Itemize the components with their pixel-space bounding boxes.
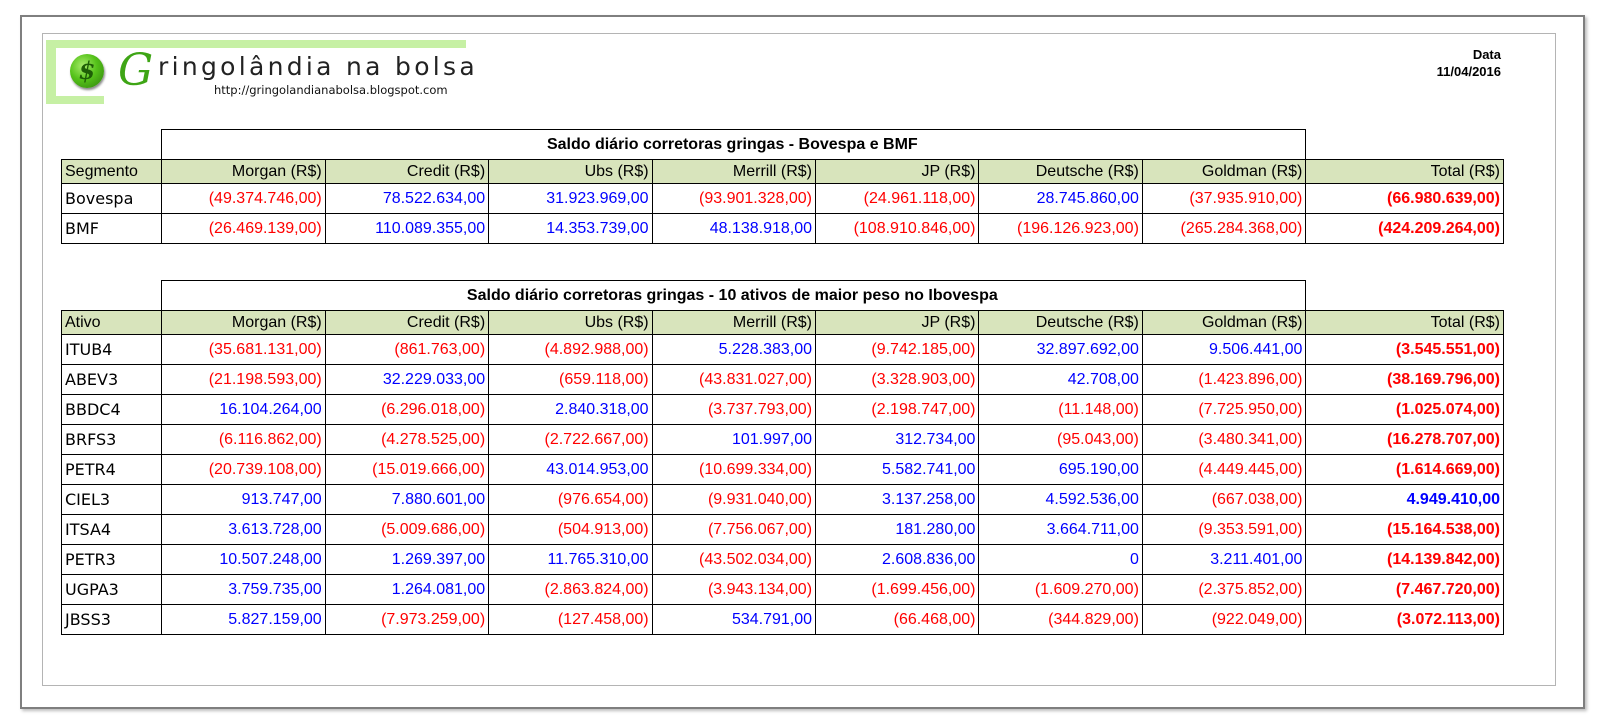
- value-cell: (1.699.456,00): [816, 575, 979, 605]
- column-header: Segmento: [62, 160, 162, 184]
- value-cell: (24.961.118,00): [816, 184, 979, 214]
- table-row: [62, 605, 1504, 635]
- total-cell: (38.169.796,00): [1306, 365, 1504, 395]
- value-cell: (20.739.108,00): [162, 455, 325, 485]
- value-cell: (344.829,00): [979, 605, 1142, 635]
- value-cell: (3.328.903,00): [816, 365, 979, 395]
- value-cell: (6.116.862,00): [162, 425, 325, 455]
- table-row: [62, 545, 1504, 575]
- column-header: Goldman (R$): [1142, 160, 1305, 184]
- value-cell: (504.913,00): [489, 515, 652, 545]
- table-row: [62, 335, 1504, 365]
- column-header: JP (R$): [816, 160, 979, 184]
- column-header: Morgan (R$): [162, 311, 325, 335]
- value-cell: (43.502.034,00): [652, 545, 815, 575]
- value-cell: 2.840.318,00: [489, 395, 652, 425]
- table-row: [62, 455, 1504, 485]
- blank-cell: [1306, 130, 1504, 160]
- value-cell: (4.278.525,00): [325, 425, 488, 455]
- value-cell: (2.375.852,00): [1142, 575, 1306, 605]
- value-cell: (3.737.793,00): [652, 395, 815, 425]
- blank-cell: [62, 130, 162, 160]
- logo-ball-mark: $: [78, 56, 96, 85]
- table-row: [62, 395, 1504, 425]
- row-label: ITSA4: [62, 515, 162, 545]
- value-cell: 2.608.836,00: [816, 545, 979, 575]
- value-cell: 3.664.711,00: [979, 515, 1142, 545]
- value-cell: (2.722.667,00): [489, 425, 652, 455]
- value-cell: (861.763,00): [325, 335, 488, 365]
- table-row: [62, 515, 1504, 545]
- value-cell: (6.296.018,00): [325, 395, 488, 425]
- row-label: BBDC4: [62, 395, 162, 425]
- table-row: [62, 184, 1504, 214]
- value-cell: 7.880.601,00: [325, 485, 488, 515]
- value-cell: 1.264.081,00: [325, 575, 488, 605]
- value-cell: (7.973.259,00): [325, 605, 488, 635]
- total-cell: (3.545.551,00): [1306, 335, 1504, 365]
- row-label: JBSS3: [62, 605, 162, 635]
- value-cell: (15.019.666,00): [325, 455, 488, 485]
- value-cell: (4.892.988,00): [489, 335, 652, 365]
- row-label: Bovespa: [62, 184, 162, 214]
- row-label: CIEL3: [62, 485, 162, 515]
- value-cell: (26.469.139,00): [162, 214, 325, 244]
- total-cell: 4.949.410,00: [1306, 485, 1504, 515]
- value-cell: 3.613.728,00: [162, 515, 325, 545]
- value-cell: (10.699.334,00): [652, 455, 815, 485]
- column-header: Credit (R$): [325, 160, 488, 184]
- value-cell: 101.997,00: [652, 425, 815, 455]
- value-cell: 3.211.401,00: [1142, 545, 1306, 575]
- value-cell: (9.742.185,00): [816, 335, 979, 365]
- value-cell: (4.449.445,00): [1142, 455, 1306, 485]
- blank-cell: [1306, 281, 1504, 311]
- total-cell: (7.467.720,00): [1306, 575, 1504, 605]
- segment-balance-table: [61, 129, 1504, 244]
- row-label: PETR3: [62, 545, 162, 575]
- total-cell: (1.614.669,00): [1306, 455, 1504, 485]
- value-cell: (3.943.134,00): [652, 575, 815, 605]
- column-header: Ubs (R$): [489, 160, 652, 184]
- column-header: Deutsche (R$): [979, 160, 1142, 184]
- value-cell: (49.374.746,00): [162, 184, 325, 214]
- value-cell: 32.229.033,00: [325, 365, 488, 395]
- value-cell: 16.104.264,00: [162, 395, 325, 425]
- value-cell: 913.747,00: [162, 485, 325, 515]
- table-row: [62, 425, 1504, 455]
- value-cell: 14.353.739,00: [489, 214, 652, 244]
- table-row: [62, 575, 1504, 605]
- date-label: Data: [1472, 47, 1501, 62]
- date-block: [1437, 46, 1501, 80]
- total-cell: (66.980.639,00): [1306, 184, 1504, 214]
- value-cell: 0: [979, 545, 1142, 575]
- value-cell: (1.609.270,00): [979, 575, 1142, 605]
- header-row: [62, 160, 1504, 184]
- value-cell: (7.725.950,00): [1142, 395, 1306, 425]
- value-cell: (976.654,00): [489, 485, 652, 515]
- value-cell: 3.137.258,00: [816, 485, 979, 515]
- value-cell: (21.198.593,00): [162, 365, 325, 395]
- value-cell: 78.522.634,00: [325, 184, 488, 214]
- total-cell: (424.209.264,00): [1306, 214, 1504, 244]
- value-cell: (2.863.824,00): [489, 575, 652, 605]
- value-cell: (66.468,00): [816, 605, 979, 635]
- value-cell: (5.009.686,00): [325, 515, 488, 545]
- row-label: ITUB4: [62, 335, 162, 365]
- value-cell: 181.280,00: [816, 515, 979, 545]
- value-cell: (35.681.131,00): [162, 335, 325, 365]
- logo-bar-top: [46, 40, 466, 48]
- column-header: Merrill (R$): [652, 160, 815, 184]
- total-cell: (3.072.113,00): [1306, 605, 1504, 635]
- logo-name: ringolândia na bolsa: [158, 52, 478, 81]
- value-cell: (1.423.896,00): [1142, 365, 1306, 395]
- value-cell: 28.745.860,00: [979, 184, 1142, 214]
- value-cell: (95.043,00): [979, 425, 1142, 455]
- table-row: [62, 365, 1504, 395]
- column-header: Ativo: [62, 311, 162, 335]
- blog-logo[interactable]: [46, 40, 478, 106]
- value-cell: 312.734,00: [816, 425, 979, 455]
- value-cell: (922.049,00): [1142, 605, 1306, 635]
- value-cell: 5.582.741,00: [816, 455, 979, 485]
- value-cell: 695.190,00: [979, 455, 1142, 485]
- column-header: JP (R$): [816, 311, 979, 335]
- date-value: 11/04/2016: [1436, 64, 1501, 79]
- value-cell: 1.269.397,00: [325, 545, 488, 575]
- value-cell: (2.198.747,00): [816, 395, 979, 425]
- value-cell: (37.935.910,00): [1142, 184, 1305, 214]
- value-cell: 10.507.248,00: [162, 545, 325, 575]
- column-header: Credit (R$): [325, 311, 488, 335]
- table-title: Saldo diário corretoras gringas - Bovespa e BMF: [162, 130, 1306, 160]
- value-cell: 5.228.383,00: [652, 335, 815, 365]
- logo-url[interactable]: http://gringolandianabolsa.blogspot.com: [214, 83, 448, 97]
- table-row: [62, 485, 1504, 515]
- table-row: [62, 214, 1504, 244]
- value-cell: (9.931.040,00): [652, 485, 815, 515]
- column-header: Merrill (R$): [652, 311, 815, 335]
- value-cell: (667.038,00): [1142, 485, 1306, 515]
- value-cell: (659.118,00): [489, 365, 652, 395]
- value-cell: (127.458,00): [489, 605, 652, 635]
- row-label: UGPA3: [62, 575, 162, 605]
- value-cell: 4.592.536,00: [979, 485, 1142, 515]
- total-cell: (16.278.707,00): [1306, 425, 1504, 455]
- value-cell: 9.506.441,00: [1142, 335, 1306, 365]
- value-cell: 5.827.159,00: [162, 605, 325, 635]
- column-header: Deutsche (R$): [979, 311, 1142, 335]
- table-title: Saldo diário corretoras gringas - 10 ativos de maior peso no Ibovespa: [162, 281, 1306, 311]
- logo-bar-bottom: [46, 96, 104, 104]
- value-cell: (196.126.923,00): [979, 214, 1142, 244]
- value-cell: (43.831.027,00): [652, 365, 815, 395]
- value-cell: 48.138.918,00: [652, 214, 815, 244]
- total-cell: (14.139.842,00): [1306, 545, 1504, 575]
- row-label: PETR4: [62, 455, 162, 485]
- column-header: Ubs (R$): [489, 311, 652, 335]
- column-header: Total (R$): [1306, 160, 1504, 184]
- value-cell: 534.791,00: [652, 605, 815, 635]
- value-cell: 42.708,00: [979, 365, 1142, 395]
- total-cell: (1.025.074,00): [1306, 395, 1504, 425]
- blank-cell: [62, 281, 162, 311]
- value-cell: (9.353.591,00): [1142, 515, 1306, 545]
- column-header: Morgan (R$): [162, 160, 325, 184]
- logo-bar-left: [46, 40, 56, 104]
- value-cell: 43.014.953,00: [489, 455, 652, 485]
- money-ball-icon: [70, 54, 104, 88]
- value-cell: 11.765.310,00: [489, 545, 652, 575]
- logo-initial: G: [118, 45, 154, 96]
- row-label: BMF: [62, 214, 162, 244]
- row-label: BRFS3: [62, 425, 162, 455]
- column-header: Total (R$): [1306, 311, 1504, 335]
- value-cell: 110.089.355,00: [325, 214, 488, 244]
- value-cell: 32.897.692,00: [979, 335, 1142, 365]
- value-cell: 3.759.735,00: [162, 575, 325, 605]
- value-cell: 31.923.969,00: [489, 184, 652, 214]
- value-cell: (93.901.328,00): [652, 184, 815, 214]
- value-cell: (3.480.341,00): [1142, 425, 1306, 455]
- total-cell: (15.164.538,00): [1306, 515, 1504, 545]
- header-row: [62, 311, 1504, 335]
- column-header: Goldman (R$): [1142, 311, 1306, 335]
- value-cell: (108.910.846,00): [816, 214, 979, 244]
- value-cell: (7.756.067,00): [652, 515, 815, 545]
- asset-balance-table: [61, 280, 1504, 635]
- value-cell: (265.284.368,00): [1142, 214, 1305, 244]
- row-label: ABEV3: [62, 365, 162, 395]
- value-cell: (11.148,00): [979, 395, 1142, 425]
